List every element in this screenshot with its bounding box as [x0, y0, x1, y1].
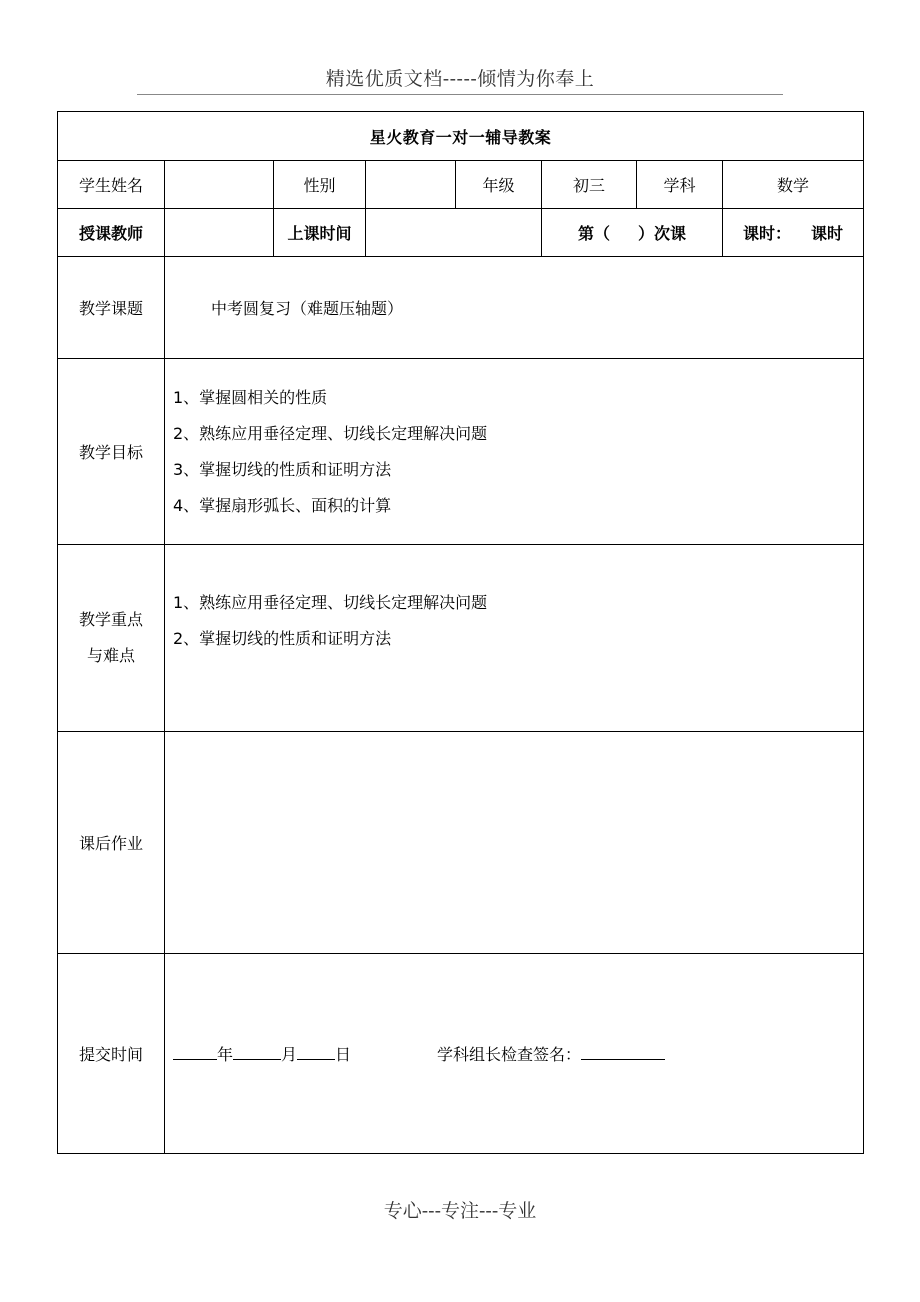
- month-blank[interactable]: [233, 1045, 281, 1060]
- key-points-label-line2: 与难点: [86, 646, 135, 665]
- key-point-item: 1、熟练应用垂径定理、切线长定理解决问题: [173, 593, 488, 612]
- day-label: 日: [335, 1045, 352, 1064]
- info-row-2: [58, 209, 864, 257]
- submit-time-label: 提交时间: [58, 954, 165, 1154]
- topic-row: [58, 257, 864, 359]
- lesson-number-prefix: 第（: [577, 224, 610, 243]
- key-points-label: [58, 545, 165, 732]
- homework-field[interactable]: [165, 732, 864, 954]
- objective-item: 3、掌握切线的性质和证明方法: [173, 459, 392, 479]
- lesson-plan-table: [57, 111, 864, 1154]
- signature-blank[interactable]: [581, 1045, 665, 1060]
- class-time-label: 上课时间: [274, 209, 366, 257]
- homework-row: [58, 732, 864, 954]
- topic-cell: [165, 257, 864, 359]
- subject-value: 数学: [723, 161, 864, 209]
- grade-value: 初三: [542, 161, 637, 209]
- lesson-number-suffix: ）次课: [638, 224, 687, 243]
- form-title: 星火教育一对一辅导教案: [58, 112, 864, 161]
- grade-label: 年级: [456, 161, 542, 209]
- hours-label: 课时：: [742, 224, 791, 243]
- teacher-label: 授课教师: [58, 209, 165, 257]
- month-label: 月: [281, 1045, 298, 1064]
- page-header: 精选优质文档-----倾情为你奉上: [325, 68, 595, 90]
- objective-item: 1、掌握圆相关的性质: [173, 387, 328, 407]
- info-row-1: [58, 161, 864, 209]
- topic-value: 中考圆复习（难题压轴题）: [211, 299, 404, 318]
- page-footer: 专心---专注---专业: [383, 1200, 537, 1222]
- gender-label: 性别: [274, 161, 366, 209]
- key-points-list: [165, 585, 863, 657]
- day-blank[interactable]: [297, 1045, 335, 1060]
- teacher-field[interactable]: [165, 209, 274, 257]
- submit-row: [58, 954, 864, 1154]
- objective-item: 2、熟练应用垂径定理、切线长定理解决问题: [173, 423, 488, 443]
- title-row: [58, 112, 864, 161]
- submit-cell: [165, 954, 864, 1154]
- objectives-list: [165, 380, 863, 524]
- header-divider: [137, 94, 783, 95]
- topic-label: 教学课题: [58, 257, 165, 359]
- student-name-field[interactable]: [165, 161, 274, 209]
- objectives-label: 教学目标: [58, 359, 165, 545]
- hours-cell: [723, 209, 864, 257]
- key-points-cell: [165, 545, 864, 732]
- signature-label: 学科组长检查签名：: [437, 1045, 582, 1064]
- homework-label: 课后作业: [58, 732, 165, 954]
- year-blank[interactable]: [173, 1045, 217, 1060]
- key-points-row: [58, 545, 864, 732]
- objective-item: 4、掌握扇形弧长、面积的计算: [173, 495, 392, 515]
- objectives-cell: [165, 359, 864, 545]
- subject-label: 学科: [637, 161, 723, 209]
- submit-line: [165, 1042, 863, 1065]
- year-label: 年: [217, 1045, 234, 1064]
- student-name-label: 学生姓名: [58, 161, 165, 209]
- class-time-field[interactable]: [366, 209, 542, 257]
- hours-unit: 课时: [811, 224, 844, 243]
- key-points-label-line1: 教学重点: [78, 610, 143, 629]
- gender-field[interactable]: [366, 161, 456, 209]
- key-point-item: 2、掌握切线的性质和证明方法: [173, 629, 392, 648]
- objectives-row: [58, 359, 864, 545]
- lesson-number-cell: [542, 209, 723, 257]
